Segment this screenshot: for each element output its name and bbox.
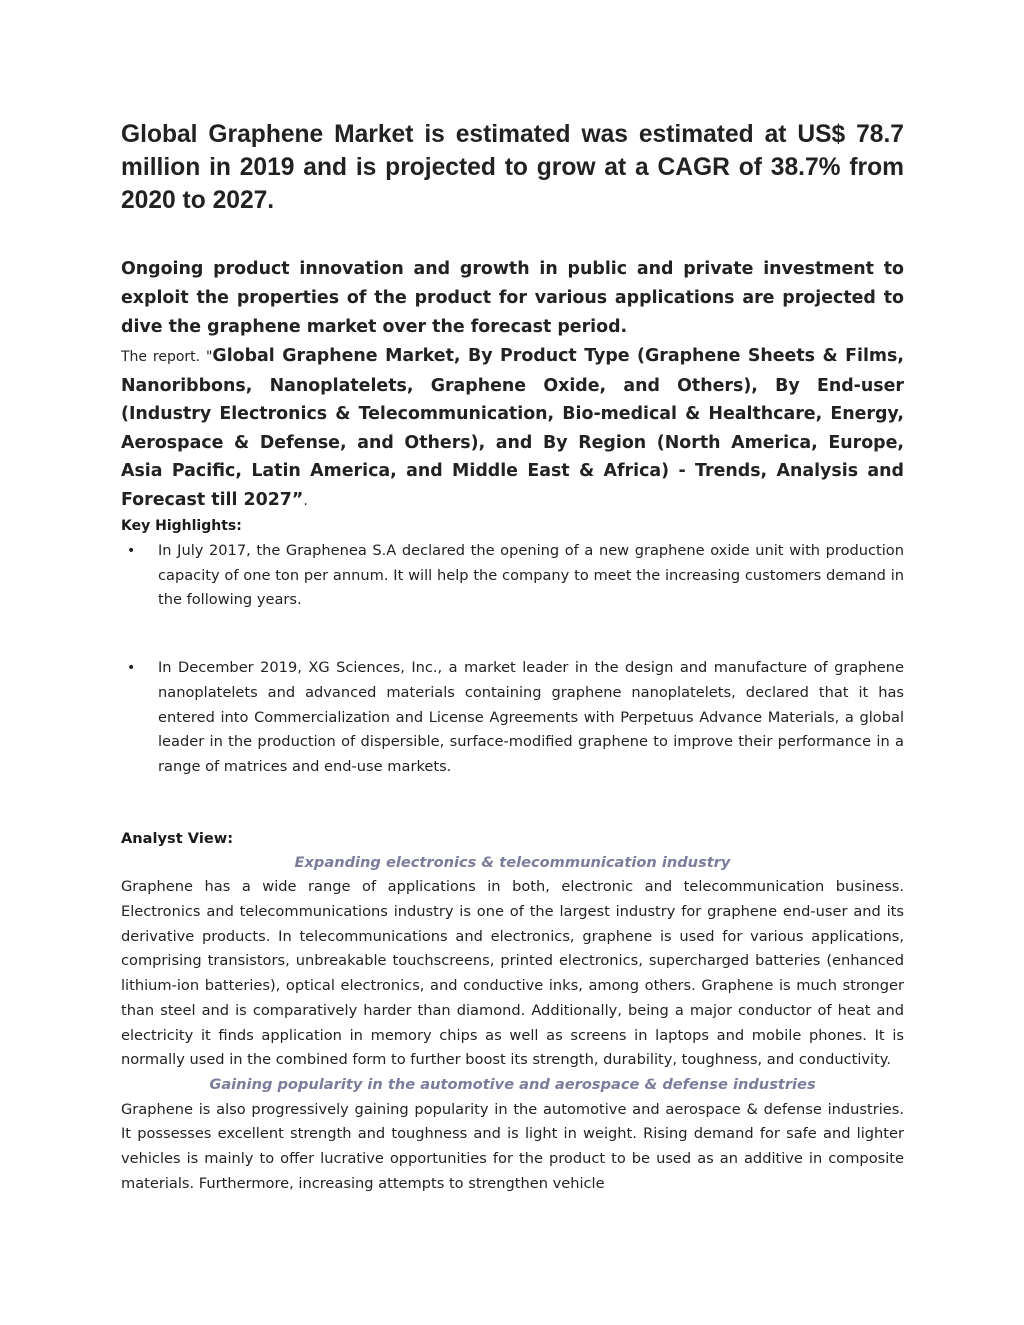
analyst-view-heading: Analyst View:	[121, 829, 234, 847]
list-item-text: In December 2019, XG Sciences, Inc., a market leader in the design and manufacture of graphene nanoplatelets and advanced materials containing graphene nanoplatelets, declared that it has entered into Commercialization and License Agreements with Perpetuus Advance Materials, a global leader in the production of dispersible, surface-modified graphene to improve their performance in a range of matrices and end-use markets.	[158, 659, 904, 775]
list-item	[121, 539, 904, 613]
report-prefix: The report. "	[121, 349, 213, 365]
key-highlights-heading: Key Highlights:	[121, 518, 242, 534]
section-paragraph: Graphene is also progressively gaining popularity in the automotive and aerospace & defense industries. It possesses excellent strength and toughness and is light in weight. Rising demand for safe and lighter vehicles is mainly to offer lucrative opportunities for the product to be used as an additive in composite materials. Furthermore, increasing attempts to strengthen vehicle	[121, 1100, 904, 1192]
report-name: Global Graphene Market, By Product Type (Graphene Sheets & Films, Nanoribbons, Nanoplatelets, Graphene Oxide, and Others), By End-user (Industry Electronics & Telecommunication, Bio-medical & Healthcare, Energy, Aerospace & Defense, and Others), and By Region (North America, Europe, Asia Pacific, Latin America, and Middle East & Africa) - Trends, Analysis and Forecast till 2027”	[121, 346, 904, 510]
document-page	[121, 118, 904, 1196]
section-subheading: Expanding electronics & telecommunication industry	[294, 853, 731, 871]
list-item-text: In July 2017, the Graphenea S.A declared the opening of a new graphene oxide unit with production capacity of one ton per annum. It will help the company to meet the increasing customers demand in the following years.	[158, 542, 904, 609]
bullet-icon: •	[127, 543, 136, 559]
report-suffix: .	[303, 492, 308, 509]
report-paragraph	[121, 342, 904, 515]
bullet-icon: •	[127, 660, 136, 677]
list-item	[121, 656, 904, 780]
section-paragraph: Graphene has a wide range of applications in both, electronic and telecommunication business. Electronics and telecommunications industry is one of the largest industry for graphene end-user and its derivative products. In telecommunications and electronics, graphene is used for various applications, comprising transistors, unbreakable touchscreens, printed electronics, supercharged batteries (enhanced lithium-ion batteries), optical electronics, and conductive inks, among others. Graphene is much stronger than steel and is comparatively harder than diamond. Additionally, being a major conductor of heat and electricity it finds application in memory chips as well as screens in laptops and mobile phones. It is normally used in the combined form to further boost its strength, durability, toughness, and conductivity.	[121, 878, 904, 1069]
key-highlights-list	[121, 539, 904, 780]
document-title: Global Graphene Market is estimated was estimated at US$ 78.7 million in 2019 and is projected to grow at a CAGR of 38.7% from 2020 to 2027.	[121, 121, 904, 214]
section-subheading: Gaining popularity in the automotive and aerospace & defense industries	[209, 1075, 816, 1093]
lead-paragraph: Ongoing product innovation and growth in public and private investment to exploit the properties of the product for various applications are projected to dive the graphene market over the forecast period.	[121, 259, 904, 337]
